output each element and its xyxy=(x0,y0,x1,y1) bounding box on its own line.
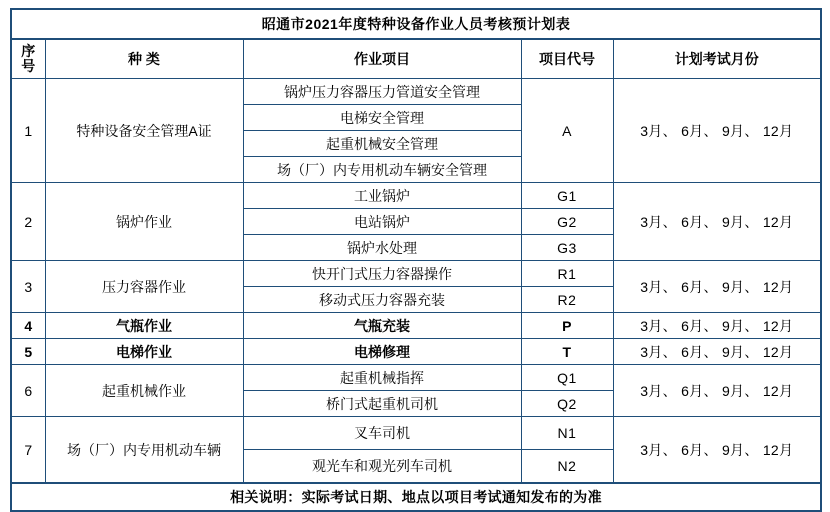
column-header-months: 计划考试月份 xyxy=(613,39,821,79)
row-seq: 3 xyxy=(11,261,45,313)
row-months: 3月、 6月、 9月、 12月 xyxy=(613,313,821,339)
row-seq: 6 xyxy=(11,365,45,417)
row-item: 起重机械指挥 xyxy=(243,365,521,391)
column-header-seq-line2: 号 xyxy=(21,58,36,74)
row-code: G1 xyxy=(521,183,613,209)
row-category: 气瓶作业 xyxy=(45,313,243,339)
row-code: N2 xyxy=(521,450,613,484)
table-header-row xyxy=(11,39,821,79)
table-row xyxy=(11,261,821,287)
row-code: T xyxy=(521,339,613,365)
footer-note: 相关说明：实际考试日期、地点以项目考试通知发布的为准 xyxy=(11,483,821,511)
row-item: 叉车司机 xyxy=(243,417,521,450)
column-header-item: 作业项目 xyxy=(243,39,521,79)
table-row xyxy=(11,313,821,339)
table-row xyxy=(11,79,821,105)
row-item: 电梯安全管理 xyxy=(243,105,521,131)
exam-plan-table xyxy=(10,8,822,512)
row-seq: 4 xyxy=(11,313,45,339)
row-months: 3月、 6月、 9月、 12月 xyxy=(613,339,821,365)
row-months: 3月、 6月、 9月、 12月 xyxy=(613,365,821,417)
table-footer-row xyxy=(11,483,821,511)
row-code: R2 xyxy=(521,287,613,313)
row-item: 移动式压力容器充装 xyxy=(243,287,521,313)
row-code: P xyxy=(521,313,613,339)
row-code: N1 xyxy=(521,417,613,450)
row-category: 特种设备安全管理A证 xyxy=(45,79,243,183)
row-code: R1 xyxy=(521,261,613,287)
row-category: 起重机械作业 xyxy=(45,365,243,417)
row-seq: 2 xyxy=(11,183,45,261)
row-months: 3月、 6月、 9月、 12月 xyxy=(613,79,821,183)
row-item: 电梯修理 xyxy=(243,339,521,365)
row-category: 电梯作业 xyxy=(45,339,243,365)
row-seq: 1 xyxy=(11,79,45,183)
row-item: 工业锅炉 xyxy=(243,183,521,209)
row-item: 起重机械安全管理 xyxy=(243,131,521,157)
page-title: 昭通市2021年度特种设备作业人员考核预计划表 xyxy=(11,9,821,39)
row-code: G2 xyxy=(521,209,613,235)
row-category: 锅炉作业 xyxy=(45,183,243,261)
row-category: 场（厂）内专用机动车辆 xyxy=(45,417,243,484)
row-months: 3月、 6月、 9月、 12月 xyxy=(613,183,821,261)
row-item: 桥门式起重机司机 xyxy=(243,391,521,417)
row-months: 3月、 6月、 9月、 12月 xyxy=(613,261,821,313)
table-row xyxy=(11,183,821,209)
row-code: Q2 xyxy=(521,391,613,417)
column-header-seq-line1: 序 xyxy=(21,43,36,60)
row-item: 场（厂）内专用机动车辆安全管理 xyxy=(243,157,521,183)
row-item: 锅炉水处理 xyxy=(243,235,521,261)
row-item: 电站锅炉 xyxy=(243,209,521,235)
row-code: A xyxy=(521,79,613,183)
row-item: 快开门式压力容器操作 xyxy=(243,261,521,287)
row-code: G3 xyxy=(521,235,613,261)
row-months: 3月、 6月、 9月、 12月 xyxy=(613,417,821,484)
table-row xyxy=(11,417,821,450)
column-header-seq xyxy=(11,39,45,79)
row-code: Q1 xyxy=(521,365,613,391)
table-title-row xyxy=(11,9,821,39)
column-header-code: 项目代号 xyxy=(521,39,613,79)
table-row xyxy=(11,365,821,391)
row-item: 气瓶充装 xyxy=(243,313,521,339)
row-category: 压力容器作业 xyxy=(45,261,243,313)
column-header-category: 种 类 xyxy=(45,39,243,79)
table-row xyxy=(11,339,821,365)
row-seq: 5 xyxy=(11,339,45,365)
row-seq: 7 xyxy=(11,417,45,484)
row-item: 观光车和观光列车司机 xyxy=(243,450,521,484)
row-item: 锅炉压力容器压力管道安全管理 xyxy=(243,79,521,105)
